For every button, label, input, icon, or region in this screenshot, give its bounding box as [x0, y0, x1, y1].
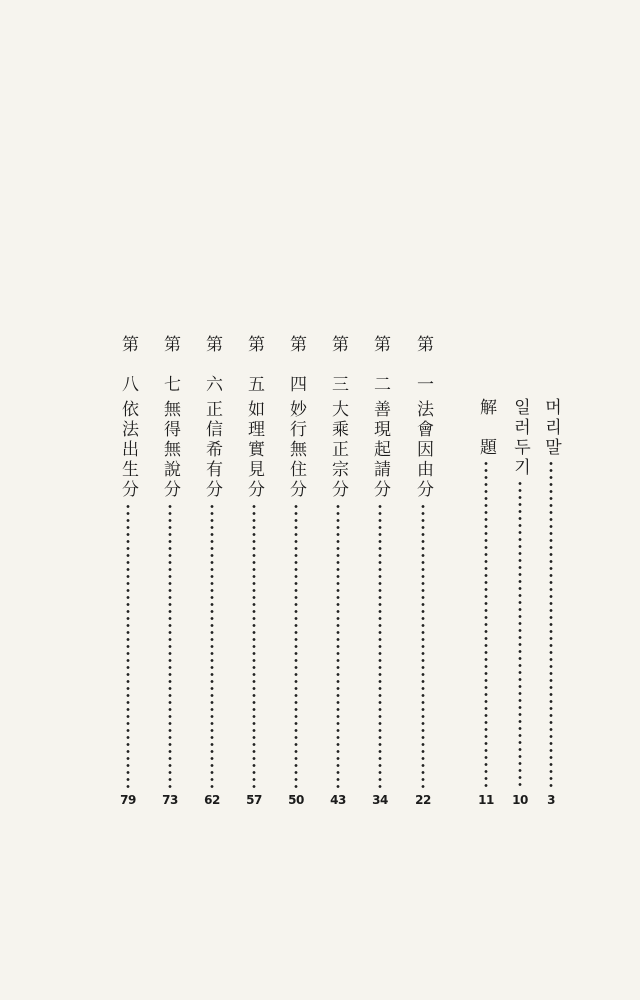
dot-leader	[126, 503, 130, 788]
dot-leader	[549, 460, 553, 790]
toc-page-number: 79	[120, 793, 136, 807]
toc-entry-chapter-6	[197, 335, 227, 807]
toc-entry-chapter-1	[408, 335, 438, 807]
toc-entry-title: 머리말	[541, 398, 561, 458]
chapter-title: 大乘正宗分	[328, 400, 348, 500]
dot-leader	[518, 480, 522, 790]
dot-leader	[294, 503, 298, 788]
dot-leader	[378, 503, 382, 788]
toc-page-number: 10	[512, 793, 528, 807]
dot-leader	[168, 503, 172, 788]
chapter-title: 法會因由分	[413, 400, 433, 500]
chapter-ordinal: 第 七	[160, 335, 180, 395]
chapter-title: 如理實見分	[244, 400, 264, 500]
chapter-title: 妙行無住分	[286, 400, 306, 500]
dot-leader	[421, 503, 425, 788]
toc-entry-preface	[536, 398, 566, 807]
dot-leader	[252, 503, 256, 788]
toc-entry-chapter-3	[323, 335, 353, 807]
toc-entry-chapter-2	[365, 335, 395, 807]
chapter-title: 無得無說分	[160, 400, 180, 500]
chapter-ordinal: 第 六	[202, 335, 222, 395]
toc-entry-chapter-8	[113, 335, 143, 807]
dot-leader	[336, 503, 340, 788]
toc-page-number: 11	[478, 793, 494, 807]
dot-leader	[484, 460, 488, 790]
toc-entry-chapter-5	[239, 335, 269, 807]
toc-page-number: 57	[246, 793, 262, 807]
toc-entry-explanatory-notes	[505, 398, 535, 807]
toc-entry-chapter-7	[155, 335, 185, 807]
toc-entry-title: 일러두기	[510, 398, 530, 478]
toc-page-number: 3	[547, 793, 555, 807]
toc-page-number: 73	[162, 793, 178, 807]
chapter-ordinal: 第 二	[370, 335, 390, 395]
toc-entry-commentary	[471, 398, 501, 807]
chapter-ordinal: 第 八	[118, 335, 138, 395]
chapter-title: 依法出生分	[118, 400, 138, 500]
chapter-title: 善現起請分	[370, 400, 390, 500]
chapter-ordinal: 第 四	[286, 335, 306, 395]
toc-page-number: 22	[415, 793, 431, 807]
toc-page-number: 50	[288, 793, 304, 807]
toc-entry-chapter-4	[281, 335, 311, 807]
toc-page-number: 43	[330, 793, 346, 807]
toc-page-number: 34	[372, 793, 388, 807]
chapter-ordinal: 第 一	[413, 335, 433, 395]
chapter-ordinal: 第 五	[244, 335, 264, 395]
dot-leader	[210, 503, 214, 788]
chapter-ordinal: 第 三	[328, 335, 348, 395]
toc-page-number: 62	[204, 793, 220, 807]
toc-entry-title: 解 題	[476, 398, 496, 458]
chapter-title: 正信希有分	[202, 400, 222, 500]
